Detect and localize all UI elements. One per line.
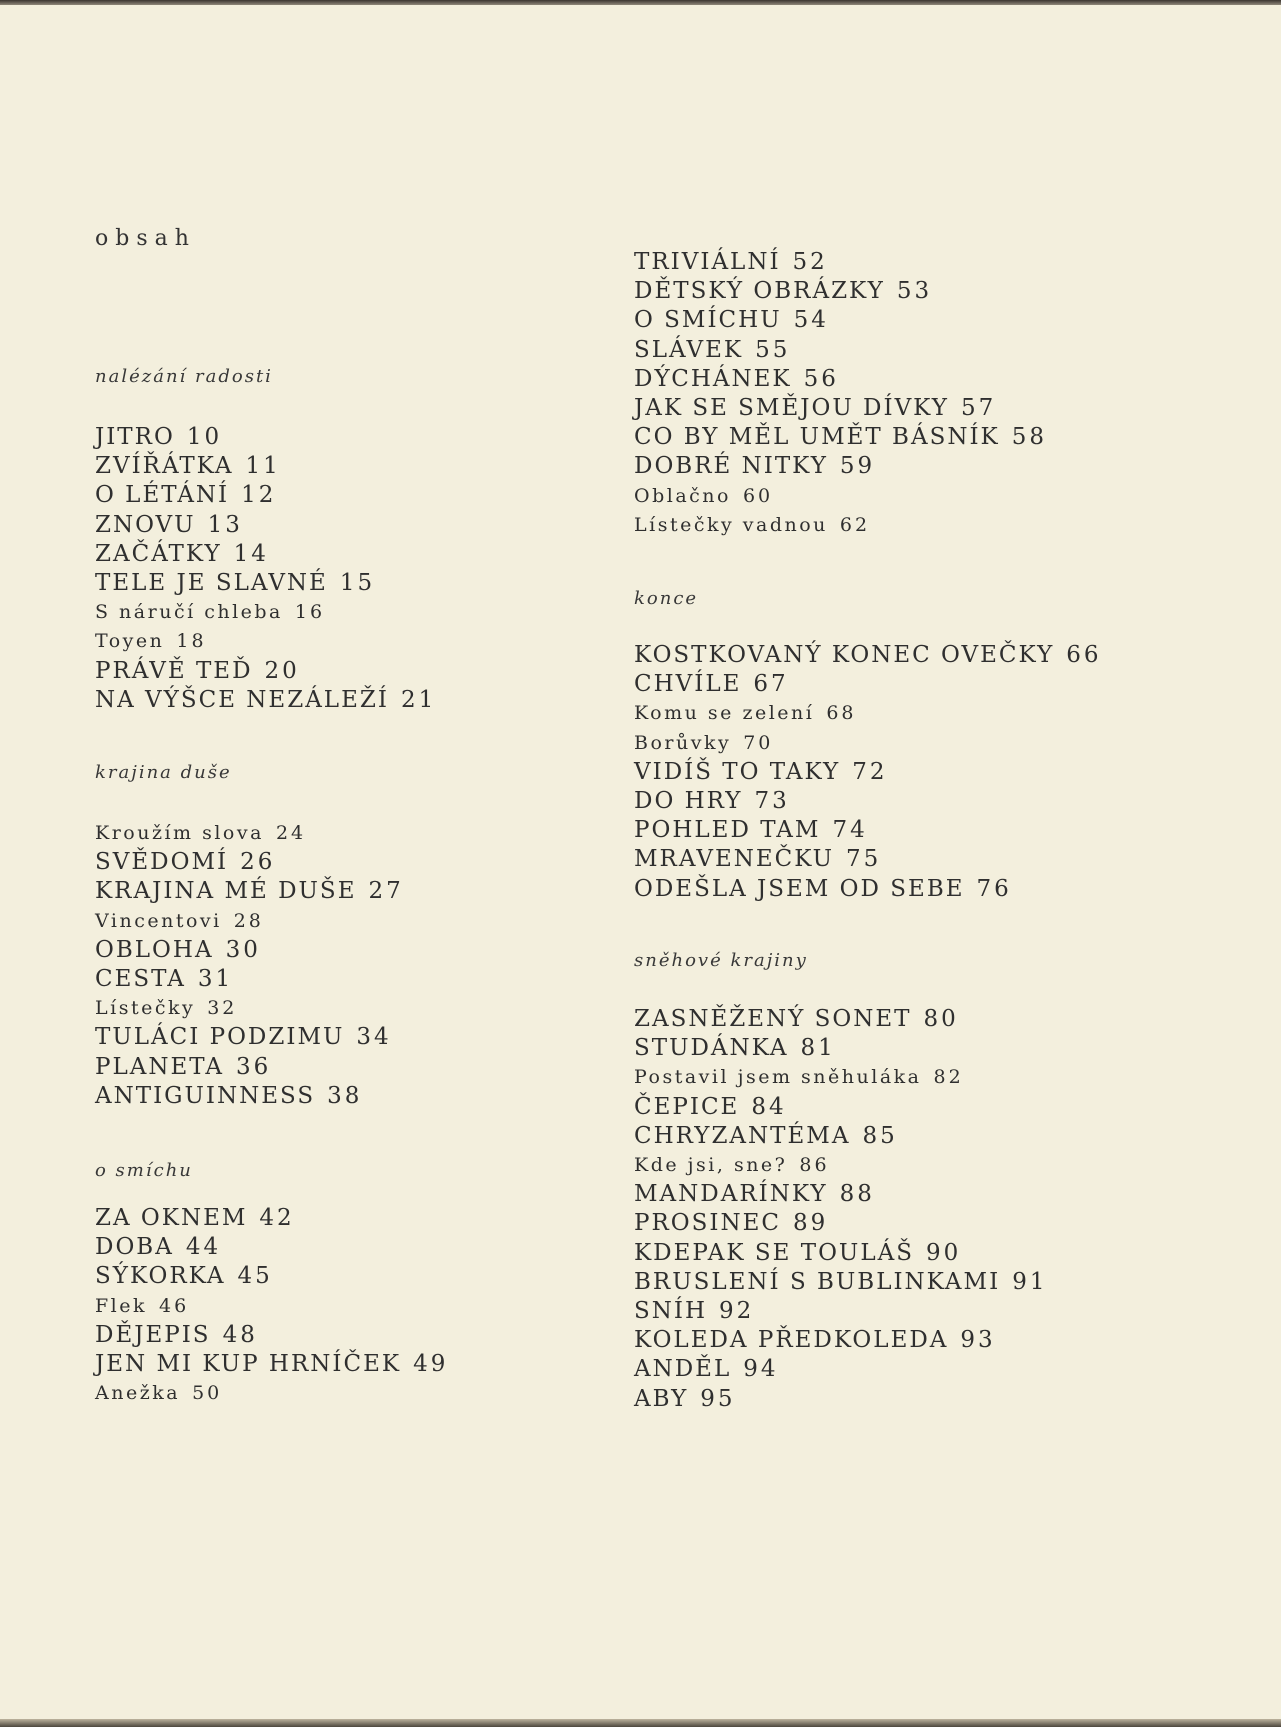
toc-entry-page-number: 74 — [832, 817, 868, 844]
toc-entry-title: NA VÝŠCE NEZÁLEŽÍ — [95, 686, 389, 713]
toc-entry — [634, 670, 789, 699]
toc-entry-page-number: 48 — [222, 1321, 258, 1348]
toc-entry-page-number: 52 — [792, 249, 828, 275]
toc-entry-page-number: 62 — [839, 513, 871, 536]
toc-entry — [95, 1053, 271, 1082]
toc-entry — [634, 365, 839, 394]
toc-entry — [634, 336, 790, 365]
toc-entry-page-number: 26 — [240, 849, 276, 876]
toc-entry-title: ZAČÁTKY — [95, 540, 222, 567]
toc-entry — [634, 1093, 787, 1122]
section-heading: krajina duše — [95, 762, 232, 783]
toc-entry-title: TULÁCI PODZIMU — [95, 1024, 345, 1051]
toc-entry-title: Lístečky vadnou — [634, 513, 828, 536]
toc-entry — [634, 1209, 828, 1238]
toc-entry-title: CO BY MĚL UMĚT BÁSNÍK — [634, 424, 1000, 451]
toc-entry-page-number: 10 — [186, 424, 223, 450]
toc-entry-title: Postavil jsem sněhuláka — [634, 1066, 922, 1089]
toc-entry-title: O SMÍCHU — [634, 307, 782, 334]
toc-entry — [95, 657, 300, 686]
section-heading: sněhové krajiny — [634, 950, 808, 971]
section-heading: o smíchu — [95, 1160, 193, 1181]
toc-entry — [634, 248, 828, 277]
toc-entry-title: DOBRÉ NITKY — [634, 453, 828, 480]
toc-entry — [95, 1292, 189, 1321]
toc-entry-page-number: 90 — [925, 1239, 962, 1266]
toc-entry-page-number: 75 — [846, 846, 882, 873]
toc-entry — [634, 394, 996, 423]
toc-entry-title: Flek — [95, 1294, 148, 1317]
toc-entry — [95, 598, 325, 627]
toc-entry-page-number: 72 — [852, 758, 888, 785]
page-bottom-edge — [0, 1719, 1281, 1727]
toc-entry — [634, 423, 1047, 452]
toc-entry — [634, 306, 829, 335]
toc-entry — [634, 1297, 754, 1326]
toc-entry — [634, 1005, 959, 1034]
toc-entry-page-number: 86 — [799, 1154, 830, 1176]
toc-entry-page-number: 32 — [207, 997, 238, 1020]
toc-entry-page-number: 88 — [839, 1181, 875, 1208]
toc-entry-title: Kroužím slova — [95, 822, 264, 844]
toc-entry-title: CESTA — [95, 966, 186, 992]
toc-entry-title: DOBA — [95, 1234, 174, 1261]
toc-entry — [95, 423, 222, 452]
toc-entry-title: Vincentovi — [95, 909, 222, 932]
page-title: obsah — [95, 226, 196, 251]
toc-entry-page-number: 60 — [742, 484, 774, 507]
toc-entry — [95, 965, 233, 994]
toc-entry-title: Oblačno — [634, 484, 731, 507]
toc-entry-title: Anežka — [95, 1382, 181, 1405]
toc-entry-title: CHVÍLE — [634, 671, 742, 698]
toc-entry — [634, 277, 932, 306]
toc-entry-title: SNÍH — [634, 1298, 708, 1324]
toc-entry-page-number: 50 — [192, 1382, 223, 1405]
toc-entry-title: DÝCHÁNEK — [634, 365, 792, 392]
toc-entry — [95, 1082, 362, 1111]
toc-entry-title: ZVÍŘÁTKA — [95, 453, 234, 480]
toc-entry — [95, 1350, 448, 1379]
toc-entry — [634, 1239, 961, 1268]
toc-entry-page-number: 94 — [743, 1356, 779, 1383]
toc-entry-title: S náručí chleba — [95, 601, 283, 624]
toc-entry-page-number: 76 — [976, 875, 1012, 902]
toc-entry-title: ANDĚL — [634, 1356, 732, 1383]
toc-entry — [634, 699, 857, 728]
toc-entry-page-number: 30 — [225, 936, 261, 963]
toc-entry — [634, 452, 875, 481]
toc-entry-page-number: 53 — [896, 278, 933, 305]
toc-entry-title: PROSINEC — [634, 1210, 782, 1237]
toc-entry-page-number: 81 — [800, 1035, 836, 1062]
section-heading: konce — [634, 588, 699, 609]
toc-entry — [634, 1385, 736, 1414]
toc-entry — [634, 1063, 964, 1092]
toc-entry-page-number: 93 — [960, 1327, 996, 1354]
toc-entry-title: CHRYZANTÉMA — [634, 1122, 851, 1149]
toc-entry-title: DO HRY — [634, 788, 743, 814]
toc-entry — [634, 641, 1102, 670]
toc-entry-page-number: 66 — [1066, 642, 1102, 668]
toc-entry-page-number: 21 — [400, 686, 437, 713]
toc-entry-page-number: 20 — [264, 657, 300, 684]
toc-entry — [634, 758, 888, 787]
toc-entry-title: STUDÁNKA — [634, 1035, 789, 1062]
toc-entry-title: Komu se zelení — [634, 702, 815, 725]
toc-entry-title: POHLED TAM — [634, 817, 821, 844]
toc-entry — [95, 1379, 222, 1408]
toc-entry-title: PRÁVĚ TEĎ — [95, 657, 253, 684]
toc-entry-page-number: 36 — [235, 1053, 272, 1080]
toc-entry-title: OBLOHA — [95, 936, 214, 963]
toc-entry-title: KRAJINA MÉ DUŠE — [95, 878, 357, 905]
toc-entry — [634, 1034, 836, 1063]
toc-entry-title: MRAVENEČKU — [634, 846, 834, 873]
toc-entry — [634, 1151, 830, 1180]
toc-entry — [95, 936, 261, 965]
toc-entry — [95, 481, 276, 510]
toc-entry-page-number: 89 — [793, 1210, 829, 1237]
toc-entry-page-number: 55 — [755, 336, 791, 363]
toc-entry-title: Toyen — [95, 630, 165, 653]
toc-entry-title: MANDARÍNKY — [634, 1181, 828, 1208]
toc-entry — [95, 540, 269, 569]
toc-entry-title: PLANETA — [95, 1053, 224, 1080]
toc-entry — [95, 907, 264, 936]
toc-entry — [634, 1355, 779, 1384]
toc-entry-page-number: 84 — [751, 1093, 787, 1120]
toc-entry-page-number: 27 — [368, 878, 404, 905]
toc-entry — [634, 482, 773, 511]
toc-entry-page-number: 70 — [743, 731, 774, 754]
toc-entry-page-number: 34 — [356, 1024, 392, 1051]
toc-entry-page-number: 31 — [197, 966, 234, 992]
toc-entry-page-number: 92 — [719, 1298, 755, 1324]
toc-entry-title: SVĚDOMÍ — [95, 849, 229, 876]
toc-entry-title: VIDÍŠ TO TAKY — [634, 758, 841, 785]
toc-entry — [95, 848, 275, 877]
toc-entry — [95, 452, 281, 481]
toc-entry-page-number: 15 — [339, 570, 376, 596]
toc-entry-title: Lístečky — [95, 997, 196, 1020]
toc-entry — [95, 1321, 258, 1350]
toc-entry — [95, 1262, 273, 1291]
toc-entry-title: JEN MI KUP HRNÍČEK — [95, 1351, 402, 1377]
toc-entry-title: TELE JE SLAVNÉ — [95, 570, 328, 596]
toc-entry-title: SLÁVEK — [634, 336, 744, 363]
toc-entry — [634, 1122, 898, 1151]
toc-entry-page-number: 67 — [753, 671, 789, 698]
toc-entry-title: ODEŠLA JSEM OD SEBE — [634, 875, 965, 902]
toc-entry-page-number: 12 — [241, 482, 277, 509]
toc-entry — [95, 627, 207, 656]
toc-entry — [95, 877, 404, 906]
toc-entry-title: TRIVIÁLNÍ — [634, 249, 781, 275]
toc-entry-page-number: 56 — [803, 365, 839, 392]
toc-entry-page-number: 46 — [159, 1294, 190, 1317]
toc-entry — [634, 845, 881, 874]
toc-entry-page-number: 44 — [185, 1234, 222, 1261]
toc-entry — [634, 875, 1012, 904]
toc-entry-page-number: 49 — [413, 1351, 449, 1377]
toc-entry — [634, 1268, 1047, 1297]
toc-entry — [95, 686, 436, 715]
toc-entry-page-number: 91 — [1012, 1268, 1048, 1295]
toc-entry-title: ABY — [634, 1385, 689, 1412]
toc-entry-title: BRUSLENÍ S BUBLINKAMI — [634, 1268, 1001, 1295]
toc-entry-page-number: 58 — [1011, 424, 1047, 451]
toc-entry-page-number: 14 — [233, 540, 269, 567]
toc-entry — [634, 729, 773, 758]
toc-entry-title: SÝKORKA — [95, 1263, 226, 1290]
toc-entry-title: ČEPICE — [634, 1093, 740, 1120]
page-top-edge — [0, 0, 1281, 5]
toc-entry-title: Borůvky — [634, 731, 732, 754]
section-heading: nalézání radosti — [95, 366, 273, 387]
toc-entry-page-number: 42 — [259, 1205, 295, 1231]
toc-entry-title: KDEPAK SE TOULÁŠ — [634, 1239, 914, 1266]
toc-entry-page-number: 54 — [793, 307, 829, 334]
toc-entry-page-number: 24 — [275, 822, 307, 844]
toc-entry — [95, 1233, 221, 1262]
toc-entry-title: KOSTKOVANÝ KONEC OVEČKY — [634, 642, 1055, 668]
toc-entry — [634, 1180, 875, 1209]
toc-entry-page-number: 28 — [233, 909, 264, 932]
toc-entry — [95, 1023, 392, 1052]
toc-entry-title: ANTIGUINNESS — [95, 1082, 316, 1109]
toc-entry-title: KOLEDA PŘEDKOLEDA — [634, 1327, 949, 1354]
toc-entry-page-number: 73 — [754, 788, 790, 814]
toc-entry-page-number: 16 — [294, 601, 326, 624]
toc-entry-page-number: 45 — [237, 1263, 273, 1290]
toc-entry-title: JAK SE SMĚJOU DÍVKY — [634, 395, 949, 421]
toc-entry — [95, 569, 375, 598]
toc-entry-title: DĚTSKÝ OBRÁZKY — [634, 278, 885, 305]
toc-entry — [634, 1326, 996, 1355]
toc-entry-title: JITRO — [95, 424, 175, 450]
toc-entry-page-number: 38 — [327, 1082, 363, 1109]
toc-entry-page-number: 59 — [839, 453, 876, 480]
toc-entry-page-number: 95 — [700, 1385, 736, 1412]
toc-entry-title: Kde jsi, sne? — [634, 1154, 788, 1176]
toc-entry-page-number: 85 — [862, 1122, 898, 1149]
toc-entry — [634, 787, 790, 816]
toc-entry-page-number: 82 — [933, 1066, 964, 1089]
toc-entry — [95, 994, 237, 1023]
toc-entry-title: ZNOVU — [95, 511, 196, 538]
toc-entry — [95, 511, 243, 540]
toc-entry-title: ZA OKNEM — [95, 1205, 248, 1231]
toc-entry-page-number: 13 — [207, 511, 243, 538]
toc-entry-title: O LÉTÁNÍ — [95, 482, 230, 509]
toc-entry-page-number: 80 — [923, 1006, 959, 1032]
toc-entry-page-number: 68 — [826, 702, 857, 725]
toc-entry — [95, 1204, 295, 1233]
toc-entry-page-number: 57 — [960, 395, 997, 421]
toc-entry-page-number: 18 — [176, 630, 207, 653]
toc-entry — [634, 511, 870, 540]
toc-entry — [634, 816, 868, 845]
toc-entry-page-number: 11 — [245, 453, 281, 480]
toc-entry-title: ZASNĚŽENÝ SONET — [634, 1006, 912, 1032]
toc-entry — [95, 819, 306, 848]
toc-entry-title: DĚJEPIS — [95, 1321, 211, 1348]
